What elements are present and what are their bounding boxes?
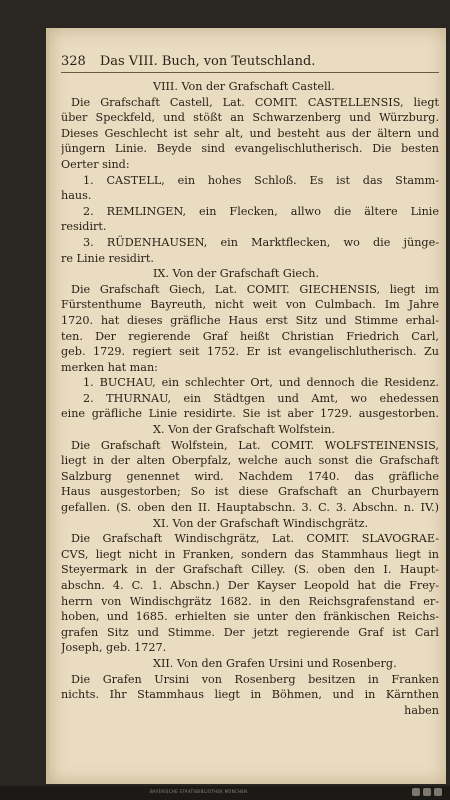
text-line: Joseph, geb. 1727. [61,641,167,655]
text-line: nichts. Ihr Stammhaus liegt in Böhmen, und in Kärnthen [61,688,439,702]
text-line: 3. RÜDENHAUSEN, ein Marktflecken, wo die jünge- [83,235,439,249]
text-line: Salzburg genennet wird. Nachdem 1740. das gräfliche [61,469,439,483]
text-line: abschn. 4. C. 1. Abschn.) Der Kayser Leopold hat die Frey- [61,579,439,592]
noncommercial-icon [434,788,442,796]
text-line: Haus ausgestorben; So ist diese Grafschaft an Churbayern [61,485,439,499]
section-heading: IX. Von der Grafschaft Giech. [153,267,320,281]
text-line: 1. BUCHAU, ein schlechter Ort, und dennoch die Residenz. [83,376,439,390]
viewer-footer [0,786,450,800]
footer-badges [412,788,442,796]
text-line: Dieses Geschlecht ist sehr alt, und besteht aus der ältern und [61,126,439,140]
text-line: grafen Sitz und Stimme. Der jetzt regierende Graf ist Carl [61,625,439,639]
page-content [61,54,439,718]
text-line: Die Grafschaft Windischgrätz, Lat. COMIT. SLAVOGRAE- [71,532,439,546]
text-line: 2. THURNAU, ein Städtgen und Amt, wo ehedessen [83,391,439,405]
text-line: merken hat man: [61,360,158,374]
text-line: Die Grafschaft Castell, Lat. COMIT. CASTELLENSIS, liegt [71,95,439,109]
text-line: 1720. hat dieses gräfliche Haus erst Sitz und Stimme erhal- [61,313,439,327]
text-line: hoben, und 1685. erhielten sie unter den fränkischen Reichs- [61,610,439,624]
cc-icon [412,788,420,796]
text-line: residirt. [61,220,107,234]
catchword: haben [404,703,439,717]
text-line: Steyermark in der Grafschaft Cilley. (S. oben den I. Haupt- [61,563,439,577]
text-line: liegt in der alten Oberpfalz, welche auch sonst die Grafschaft [61,454,439,468]
text-line: über Speckfeld, und stößt an Schwarzenberg und Würzburg. [61,111,439,125]
text-line: eine gräfliche Linie residirte. Sie ist aber 1729. ausgestorben. [61,407,439,421]
text-line: 1. CASTELL, ein hohes Schloß. Es ist das Stamm- [83,173,439,187]
text-line: re Linie residirt. [61,251,154,265]
text-line: jüngern Linie. Beyde sind evangelischlutherisch. Die besten [61,142,439,156]
section-heading: VIII. Von der Grafschaft Castell. [153,80,335,93]
text-line: CVS, liegt nicht in Franken, sondern das Stammhaus liegt in [61,547,439,561]
page-number: 328 [61,54,86,69]
text-line: ten. Der regierende Graf heißt Christian Friedrich Carl, [61,329,439,343]
book-page [46,28,446,784]
text-line: herrn von Windischgrätz 1682. in den Reichsgrafenstand er- [61,594,439,608]
text-line: Fürstenthume Bayreuth, nicht weit von Culmbach. Im Jahre [61,298,439,312]
section-heading: XI. Von der Grafschaft Windischgrätz. [153,516,369,530]
text-line: geb. 1729. regiert seit 1752. Er ist evangelischlutherisch. Zu [61,345,439,359]
running-title: Das VIII. Buch, von Teutschland. [99,54,316,69]
library-credit: BAYERISCHE STAATSBIBLIOTHEK MÜNCHEN [150,789,248,794]
text-line: Die Grafschaft Wolfstein, Lat. COMIT. WOLFSTEINENSIS, [71,438,439,452]
text-line: Die Grafschaft Giech, Lat. COMIT. GIECHENSIS, liegt im [71,282,439,296]
attribution-icon [423,788,431,796]
section-heading: X. Von der Grafschaft Wolfstein. [153,423,335,437]
section-heading: XII. Von den Grafen Ursini und Rosenberg. [153,656,397,670]
text-line: 2. REMLINGEN, ein Flecken, allwo die ältere Linie [83,204,439,218]
text-line: gefallen. (S. oben den II. Hauptabschn. 3. C. 3. Abschn. n. IV.) [61,501,439,515]
text-line: haus. [61,189,92,203]
text-line: Oerter sind: [61,157,130,171]
text-line: Die Grafen Ursini von Rosenberg besitzen in Franken [71,672,439,686]
running-header [61,54,439,73]
